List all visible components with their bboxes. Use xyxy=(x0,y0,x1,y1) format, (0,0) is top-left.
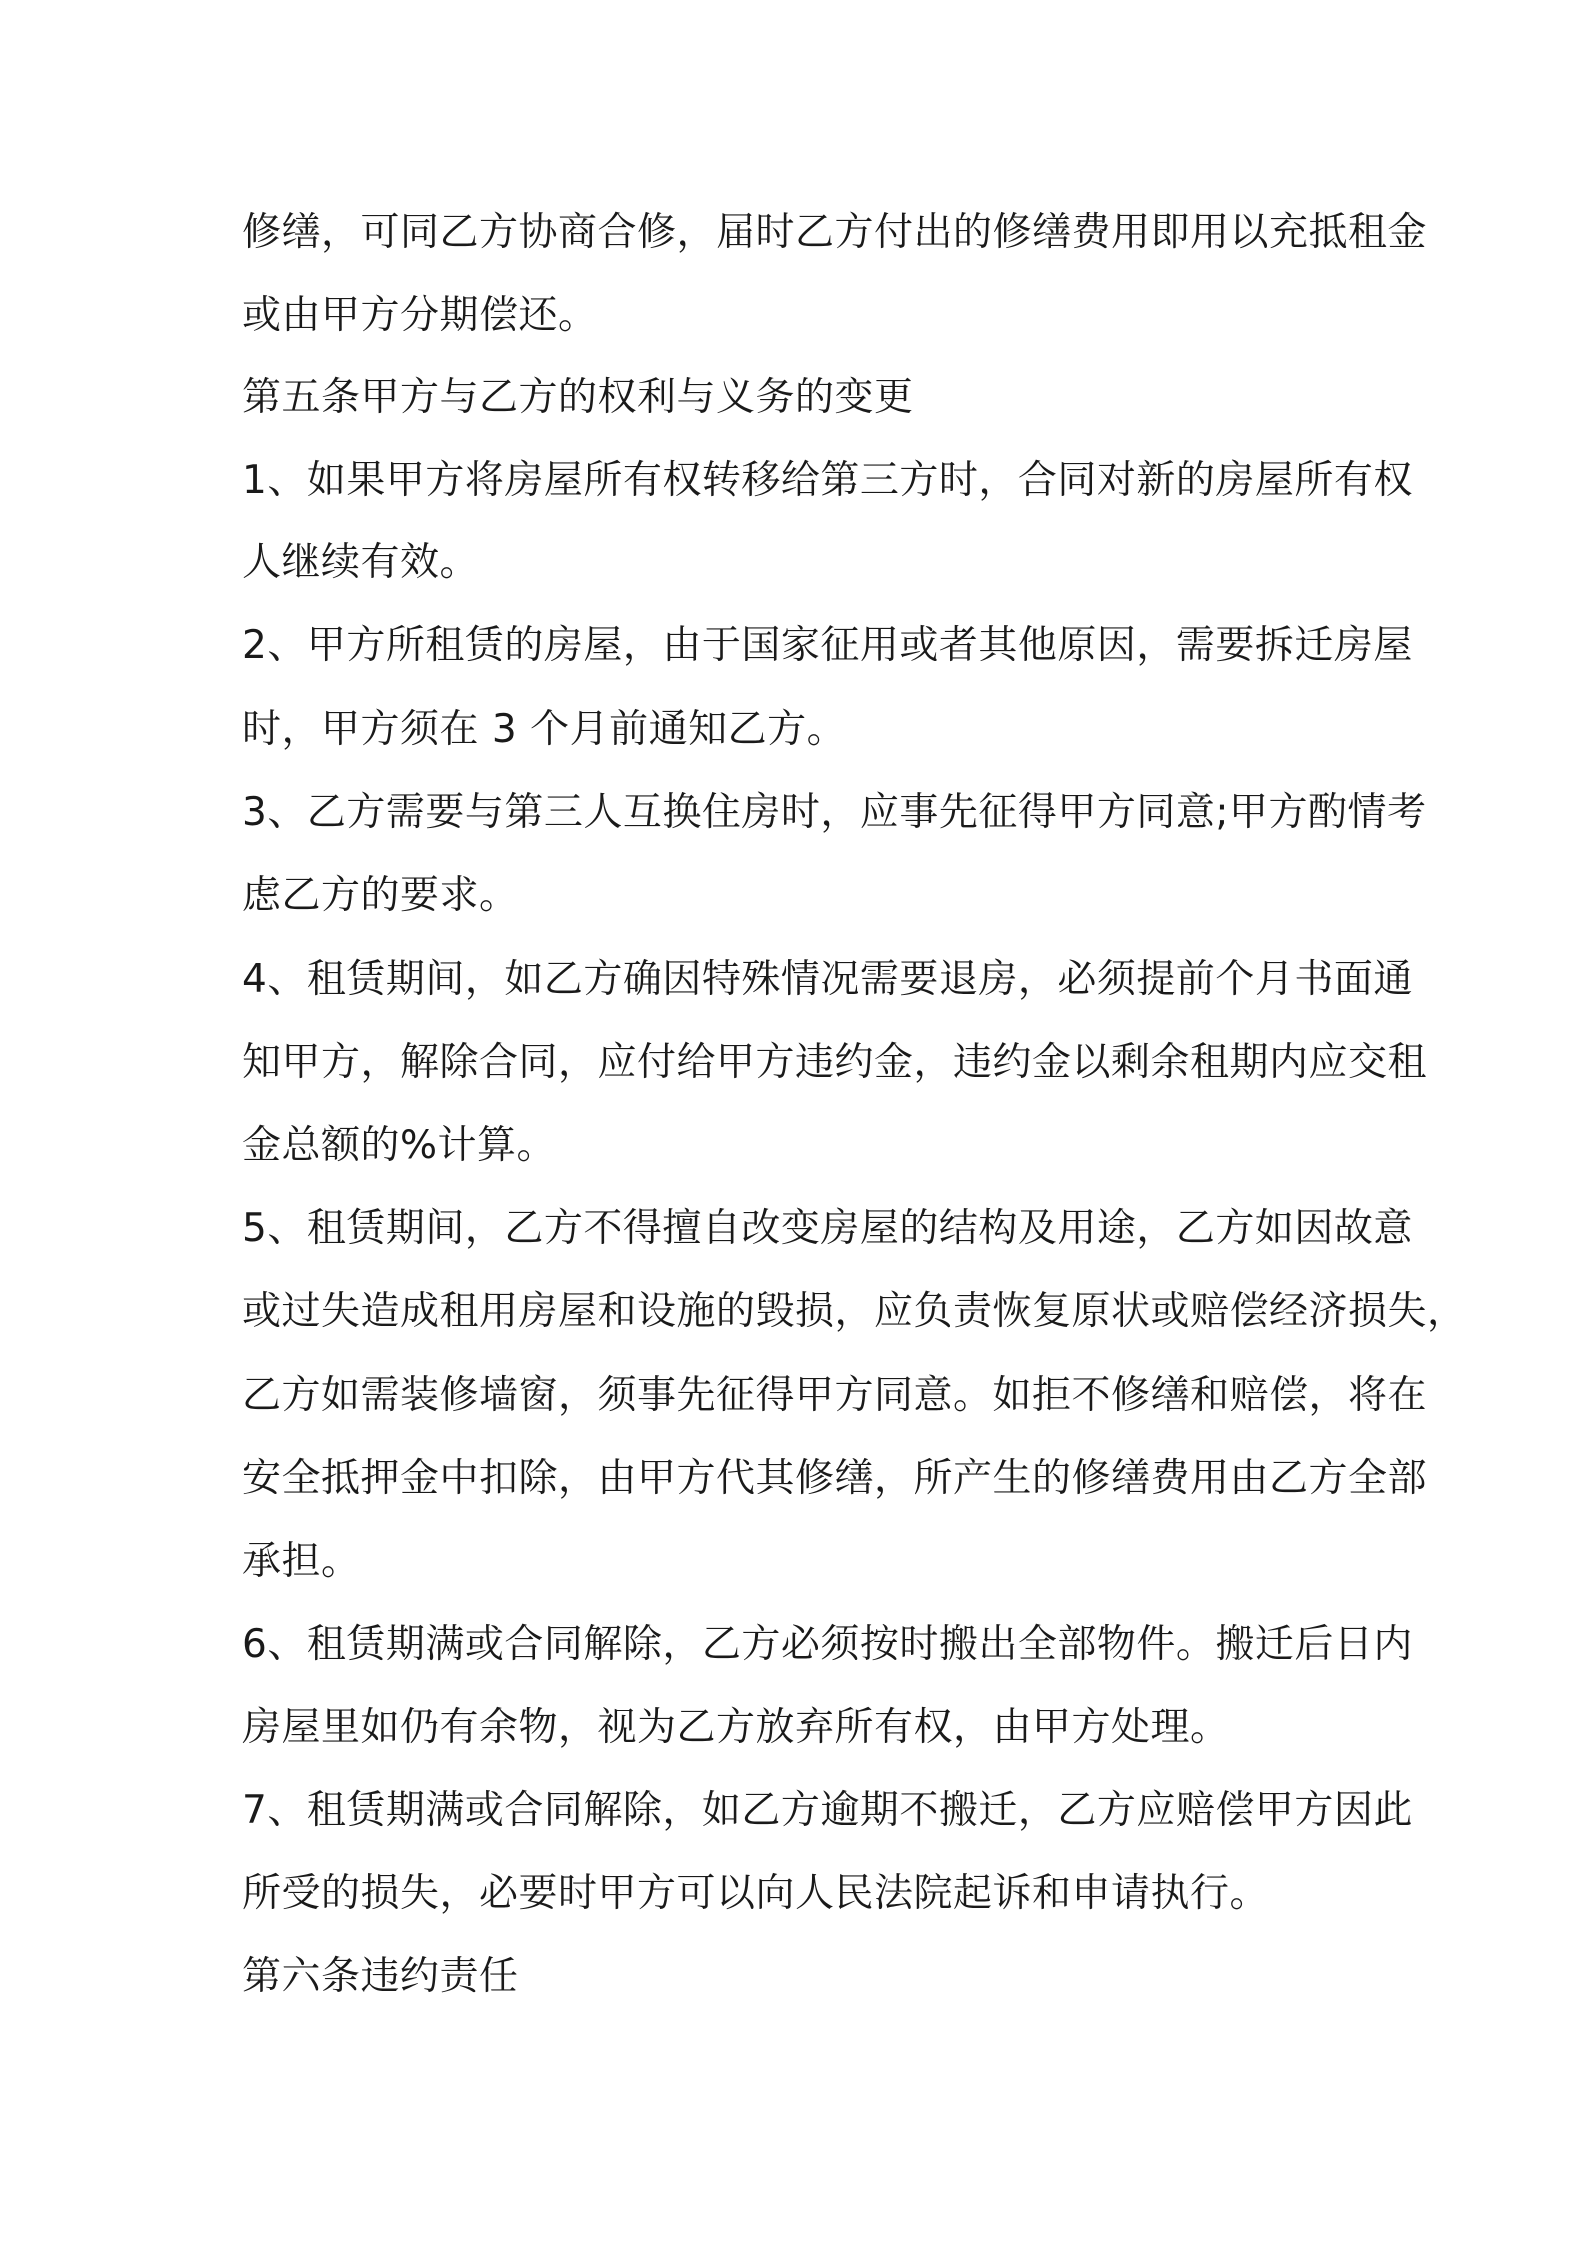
section-heading: 第五条甲方与乙方的权利与义务的变更 xyxy=(242,375,914,420)
paragraph-line: 或过失造成租用房屋和设施的毁损，应负责恢复原状或赔偿经济损失， xyxy=(242,1289,1467,1334)
paragraph-line: 虑乙方的要求。 xyxy=(242,873,519,918)
paragraph-line: 时，甲方须在 3 个月前通知乙方。 xyxy=(242,707,847,752)
paragraph-line: 或由甲方分期偿还。 xyxy=(242,293,598,338)
paragraph-line: 3、乙方需要与第三人互换住房时，应事先征得甲方同意;甲方酌情考 xyxy=(242,790,1427,835)
paragraph-line: 7、租赁期满或合同解除，如乙方逾期不搬迁，乙方应赔偿甲方因此 xyxy=(242,1788,1413,1833)
paragraph-line: 人继续有效。 xyxy=(242,540,480,585)
paragraph-line: 知甲方，解除合同，应付给甲方违约金，违约金以剩余租期内应交租 xyxy=(242,1040,1428,1085)
paragraph-line: 安全抵押金中扣除，由甲方代其修缮，所产生的修缮费用由乙方全部 xyxy=(242,1456,1428,1501)
paragraph-line: 承担。 xyxy=(242,1539,361,1584)
paragraph-line: 房屋里如仍有余物，视为乙方放弃所有权，由甲方处理。 xyxy=(242,1705,1230,1750)
paragraph-line: 所受的损失，必要时甲方可以向人民法院起诉和申请执行。 xyxy=(242,1871,1270,1916)
paragraph-line: 1、如果甲方将房屋所有权转移给第三方时，合同对新的房屋所有权 xyxy=(242,458,1413,503)
paragraph-line: 6、租赁期满或合同解除，乙方必须按时搬出全部物件。搬迁后日内 xyxy=(242,1622,1413,1667)
paragraph-line: 金总额的%计算。 xyxy=(242,1123,557,1168)
paragraph-line: 乙方如需装修墙窗，须事先征得甲方同意。如拒不修缮和赔偿，将在 xyxy=(242,1373,1428,1418)
paragraph-line: 5、租赁期间，乙方不得擅自改变房屋的结构及用途，乙方如因故意 xyxy=(242,1206,1413,1251)
section-heading: 第六条违约责任 xyxy=(242,1954,519,1999)
paragraph-line: 2、甲方所租赁的房屋，由于国家征用或者其他原因，需要拆迁房屋 xyxy=(242,623,1413,668)
paragraph-line: 4、租赁期间，如乙方确因特殊情况需要退房，必须提前个月书面通 xyxy=(242,957,1413,1002)
paragraph-line: 修缮，可同乙方协商合修，届时乙方付出的修缮费用即用以充抵租金 xyxy=(242,210,1428,255)
